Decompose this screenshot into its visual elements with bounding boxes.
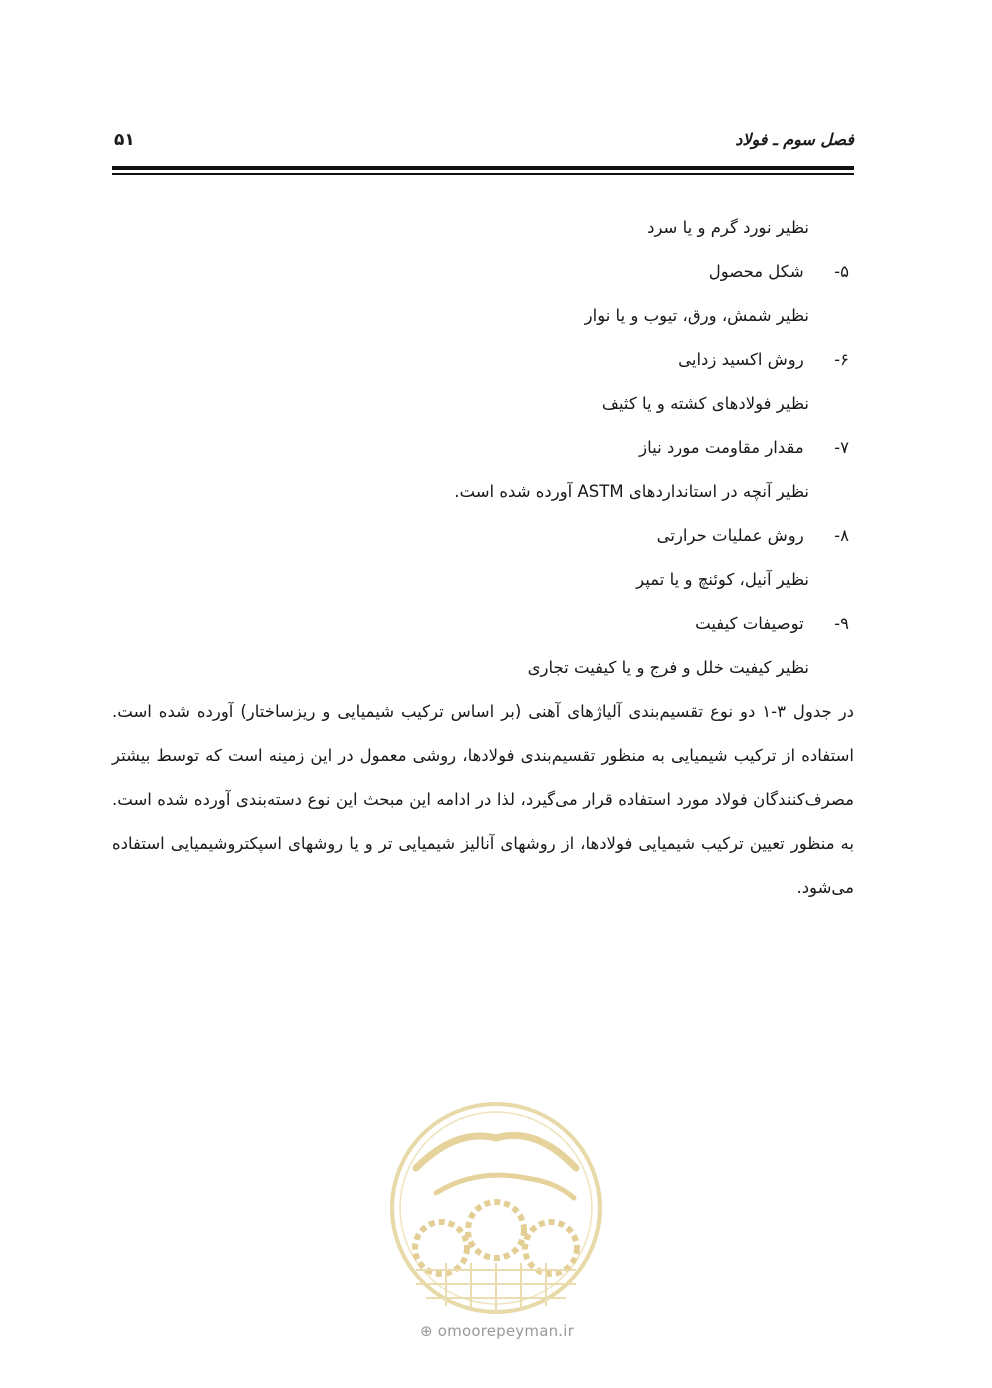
- omoorepeyman-logo: [386, 1098, 606, 1318]
- page-header: [112, 128, 854, 158]
- list-item-text: نظیر فولادهای کشته و یا کثیف: [601, 394, 809, 413]
- paragraph-text: در جدول ۳-۱ دو نوع تقسیم‌بندی آلیاژهای آهنی (بر اساس ترکیب شیمیایی و ریزساختار) آورده شده است. استفاده از ترکیب شیمیایی به منظور تقسیم‌بندی فولادها، روشی معمول در این زمینه است که توسط بیشتر مصرف‌کنندگان فولاد مورد استفاده قرار می‌گیرد، لذا در ادامه این مبحث این نوع دسته‌بندی آورده شده است. به منظور تعیین ترکیب شیمیایی فولادها، از روشهای آنالیز شیمیایی تر و یا روشهای اسپکتروشیمیایی استفاده می‌شود.: [112, 702, 855, 897]
- list-item-text: نظیر نورد گرم و یا سرد: [647, 218, 809, 237]
- list-item-text: نظیر آنچه در استانداردهای ASTM آورده شده است.: [454, 482, 809, 501]
- list-item-text: روش عملیات حرارتی: [656, 526, 804, 545]
- page-number: ۵۱: [114, 130, 135, 150]
- list-item: [678, 350, 849, 369]
- list-item: [657, 526, 849, 545]
- watermark-caption-text: omoorepeyman.ir: [437, 1322, 574, 1340]
- globe-icon: ⊕: [420, 1322, 433, 1340]
- list-item-text: نظیر شمش، ورق، تیوب و یا نوار: [584, 306, 809, 325]
- list-item-text: شکل محصول: [708, 262, 804, 281]
- list-item-number: ۷-: [834, 438, 849, 457]
- list-item-number: ۸-: [834, 526, 849, 545]
- list-item-text: روش اکسید زدایی: [678, 350, 804, 369]
- list-item: [639, 438, 849, 457]
- list-item: [647, 218, 809, 237]
- list-item: [454, 482, 809, 501]
- list-item: [695, 614, 849, 633]
- header-rule-thin: [112, 173, 854, 175]
- list-item-number: ۹-: [834, 614, 849, 633]
- list-item: [636, 570, 809, 589]
- list-item-text: نظیر کیفیت خلل و فرج و یا کیفیت تجاری: [527, 658, 809, 677]
- list-item: [709, 262, 849, 281]
- list-item: [528, 658, 809, 677]
- list-item-number: ۵-: [834, 262, 849, 281]
- header-rule-thick: [112, 166, 854, 170]
- chapter-title: فصل سوم ـ فولاد: [735, 130, 854, 149]
- list-item: [585, 306, 809, 325]
- list-item: [602, 394, 809, 413]
- body-paragraph: [112, 690, 854, 910]
- list-item-text: نظیر آنیل، کوئنچ و یا تمپر: [636, 570, 809, 589]
- list-item-text: توصیفات کیفیت: [695, 614, 804, 633]
- list-item-text: مقدار مقاومت مورد نیاز: [639, 438, 804, 457]
- watermark-caption: [392, 1322, 602, 1340]
- list-item-number: ۶-: [834, 350, 849, 369]
